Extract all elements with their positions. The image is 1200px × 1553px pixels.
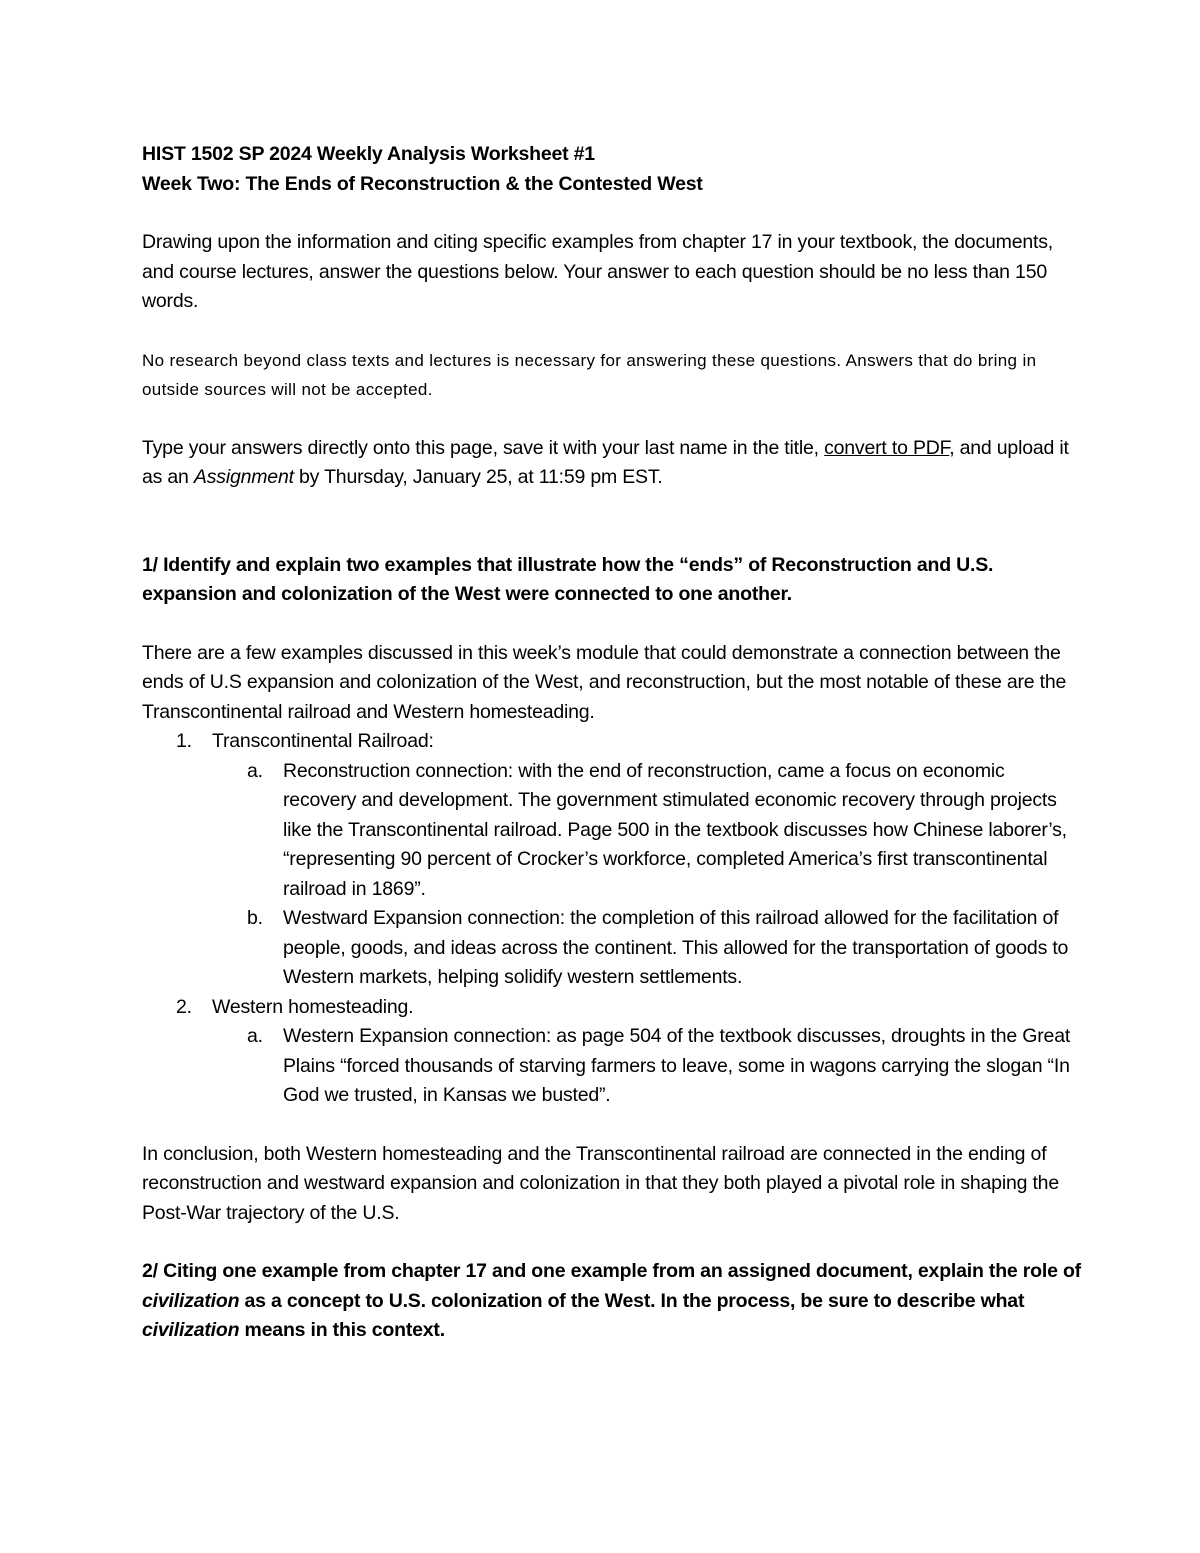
instructions-text: by Thursday, January 25, at 11:59 pm EST. (293, 466, 663, 488)
prompt-text: as a concept to U.S. colonization of the West. In the process, be sure to describe what (239, 1289, 1025, 1312)
sub-list-text: Westward Expansion connection: the completion of this railroad allowed for the facilitation of people, goods, and ideas across the continent. This allowed for the transportation of goods to Western markets, helping solidify western settlements. (283, 907, 1069, 988)
sub-list-text: Western Expansion connection: as page 504 of the textbook discusses, droughts in the Great Plains “forced thousands of starving farmers to leave, some in wagons carrying the slogan “In God we trusted, in Kansas we busted”. (283, 1025, 1071, 1106)
civilization-emphasis: civilization (142, 1289, 240, 1312)
document-body (142, 140, 1082, 1346)
sub-list-text: Reconstruction connection: with the end of reconstruction, came a focus on economic recovery and development. The government stimulated economic recovery through projects like the Transcontinental railroad. Page 500 in the textbook discusses how Chinese laborer’s, “representing 90 percent of Crocker’s workforce, completed America’s first transcontinental railroad in 1869”. (283, 759, 1067, 900)
question-2-prompt (142, 1257, 1082, 1346)
worksheet-subtitle: Week Two: The Ends of Reconstruction & the Contested West (142, 172, 703, 195)
answer-list (142, 727, 1082, 757)
sub-list-marker: a. (247, 759, 263, 782)
sub-list-item (142, 904, 1082, 993)
intro-paragraph: Drawing upon the information and citing specific examples from chapter 17 in your textbook, the documents, and course lectures, answer the questions below. Your answer to each question should be no less than 150 words. (142, 231, 1053, 312)
civilization-emphasis: civilization (142, 1319, 240, 1341)
prompt-text: means in this context. (239, 1319, 445, 1341)
list-item-label: Western homesteading. (212, 995, 414, 1018)
question-1-prompt: 1/ Identify and explain two examples that illustrate how the “ends” of Reconstruction and U.S. expansion and colonization of the West were connected to one another. (142, 553, 994, 605)
sub-list (142, 1022, 1082, 1111)
sub-list-item (142, 757, 1082, 905)
prompt-text: 2/ Citing one example from chapter 17 and one example from an assigned document, explain the role of (142, 1260, 1081, 1282)
sub-list-marker: b. (247, 907, 263, 929)
list-item (142, 993, 1082, 1023)
question-1-answer-intro: There are a few examples discussed in this week’s module that could demonstrate a connection between the ends of U.S expansion and colonization of the West, and reconstruction, but the most notable of these are the Transcontinental railroad and Western homesteading. (142, 641, 1067, 723)
research-note: No research beyond class texts and lectures is necessary for answering these questions. Answers that do bring in outside sources will not be accepted. (142, 350, 1037, 399)
sub-list-marker: a. (247, 1025, 263, 1047)
instructions-text: Type your answers directly onto this page, save it with your last name in the title, (142, 436, 825, 459)
worksheet-title: HIST 1502 SP 2024 Weekly Analysis Worksheet #1 (142, 143, 595, 165)
question-1-conclusion: In conclusion, both Western homesteading and the Transcontinental railroad are connected in the ending of reconstruction and westward expansion and colonization in that they both played a pivotal role in shaping the Post-War trajectory of the U.S. (142, 1142, 1059, 1224)
instructions-text: , and upload it as an (142, 436, 1069, 488)
assignment-emphasis: Assignment (193, 466, 294, 488)
convert-to-pdf-link[interactable]: convert to PDF (824, 436, 950, 459)
sub-list (142, 757, 1082, 993)
list-item-label: Transcontinental Railroad: (212, 730, 434, 752)
list-marker: 1. (176, 730, 192, 752)
instructions-paragraph (142, 434, 1082, 493)
list-item (142, 727, 1082, 757)
answer-list (142, 993, 1082, 1023)
list-marker: 2. (176, 995, 192, 1018)
sub-list-item (142, 1022, 1082, 1111)
